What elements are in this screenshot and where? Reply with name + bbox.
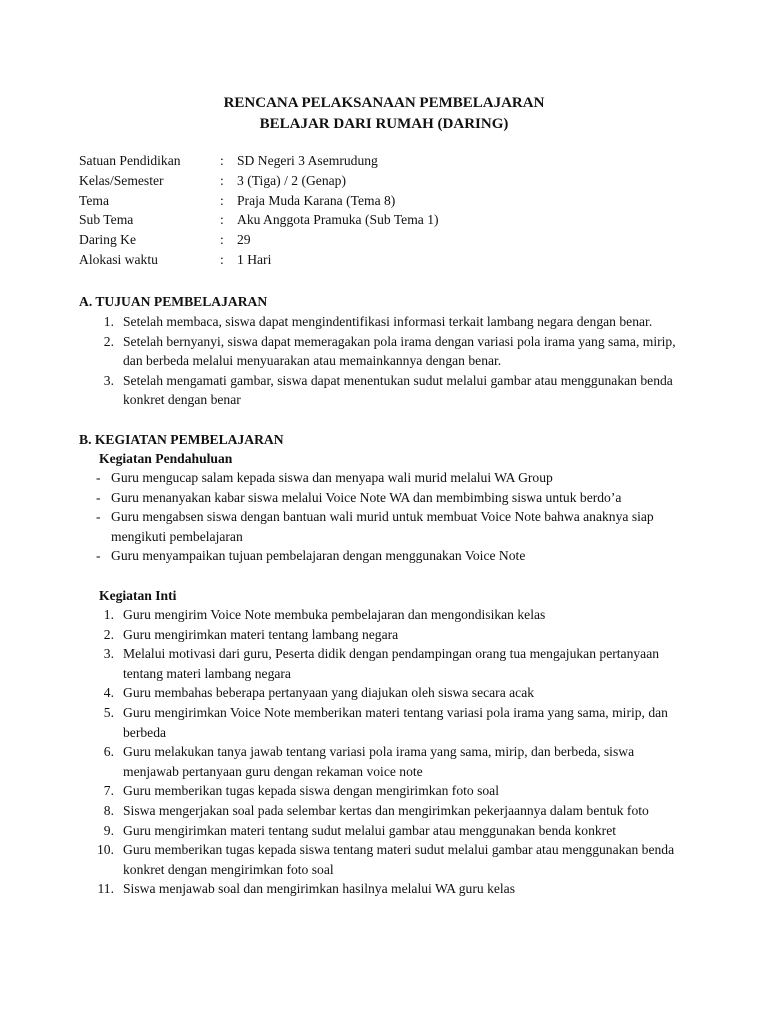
identity-label: Kelas/Semester	[79, 172, 164, 188]
item-text: Guru melakukan tanya jawab tentang variasi pola irama yang sama, mirip, dan berbeda, siswa menjawab pertanyaan guru dengan rekaman voice note	[123, 744, 635, 779]
identity-label: Daring Ke	[79, 232, 136, 248]
item-number: 3.	[103, 372, 114, 388]
identity-value: Aku Anggota Pramuka (Sub Tema 1)	[237, 212, 439, 228]
identity-row	[79, 191, 699, 211]
identity-row	[79, 230, 699, 250]
item-bullet: -	[96, 489, 101, 505]
item-text: Setelah membaca, siswa dapat mengindentifikasi informasi terkait lambang negara dengan benar.	[123, 314, 653, 329]
identity-value: 1 Hari	[237, 251, 272, 267]
item-text: Guru memberikan tugas kepada siswa tentang materi sudut melalui gambar atau menggunakan benda konkret dengan mengirimkan foto soal	[123, 842, 675, 877]
item-bullet: -	[96, 548, 101, 564]
identity-row	[79, 151, 699, 171]
identity-colon: :	[220, 153, 224, 168]
item-text: Guru mengirimkan Voice Note memberikan materi tentang variasi pola irama yang sama, mirip, dan berbeda	[123, 704, 668, 740]
item-text: Guru memberikan tugas kepada siswa dengan mengirimkan foto soal	[123, 783, 499, 799]
identity-value: SD Negeri 3 Asemrudung	[237, 153, 378, 168]
item-bullet: -	[96, 509, 101, 525]
list-item	[88, 840, 678, 879]
item-text: Guru mengirimkan materi tentang lambang negara	[123, 626, 399, 642]
identity-label: Alokasi waktu	[79, 251, 158, 267]
item-text: Guru menanyakan kabar siswa melalui Voice Note WA dan membimbing siswa untuk berdo’a	[111, 489, 622, 505]
subheading-inti: Kegiatan Inti	[99, 588, 177, 603]
item-number: 7.	[103, 783, 114, 799]
item-number: 11.	[97, 881, 114, 897]
identity-colon: :	[220, 172, 224, 188]
list-item	[96, 488, 676, 508]
item-number: 1.	[103, 607, 114, 622]
item-text: Guru mengabsen siswa dengan bantuan wali murid untuk membuat Voice Note bahwa anaknya siap mengikuti pembelajaran	[111, 509, 654, 544]
identity-colon: :	[220, 251, 224, 267]
identity-row	[79, 171, 699, 191]
item-text: Siswa mengerjakan soal pada selembar kertas dan mengirimkan pekerjaannya dalam bentuk foto	[123, 802, 649, 818]
item-number: 5.	[103, 704, 114, 720]
identity-colon: :	[220, 192, 224, 208]
document-subtitle: BELAJAR DARI RUMAH (DARING)	[259, 116, 509, 132]
identity-colon: :	[220, 232, 224, 248]
list-item	[96, 546, 676, 566]
pendahuluan-list	[96, 468, 676, 566]
identity-colon: :	[220, 212, 224, 228]
list-item	[88, 644, 678, 683]
list-item	[88, 625, 678, 645]
list-item	[96, 468, 676, 488]
item-text: Guru mengirimkan materi tentang sudut melalui gambar atau menggunakan benda konkret	[123, 822, 616, 838]
section-heading-tujuan: A. TUJUAN PEMBELAJARAN	[79, 294, 268, 309]
list-item	[88, 703, 678, 742]
subheading-pendahuluan: Kegiatan Pendahuluan	[99, 451, 233, 466]
identity-row	[79, 250, 699, 270]
tujuan-list	[88, 312, 678, 410]
identity-label: Satuan Pendidikan	[79, 153, 181, 168]
list-item	[88, 879, 678, 899]
item-number: 8.	[103, 802, 114, 818]
identity-value: Praja Muda Karana (Tema 8)	[237, 192, 396, 208]
document-title: RENCANA PELAKSANAAN PEMBELAJARAN	[223, 95, 545, 111]
item-text: Guru menyampaikan tujuan pembelajaran dengan menggunakan Voice Note	[111, 548, 526, 564]
identity-label: Tema	[79, 192, 109, 208]
item-number: 1.	[103, 314, 114, 329]
list-item	[88, 801, 678, 821]
item-text: Guru mengirim Voice Note membuka pembelajaran dan mengondisikan kelas	[123, 607, 546, 622]
list-item	[88, 332, 678, 371]
item-number: 10.	[97, 842, 114, 858]
item-number: 9.	[103, 822, 114, 838]
item-text: Siswa menjawab soal dan mengirimkan hasilnya melalui WA guru kelas	[123, 881, 515, 897]
item-number: 2.	[103, 333, 114, 349]
list-item	[88, 781, 678, 801]
item-text: Setelah bernyanyi, siswa dapat memeragakan pola irama dengan variasi pola irama yang sama, mirip, dan berbeda melalui menyuarakan atau memainkannya dengan benar.	[123, 333, 676, 369]
list-item	[88, 742, 678, 781]
item-number: 4.	[103, 685, 114, 701]
identity-table	[79, 151, 699, 270]
item-text: Guru mengucap salam kepada siswa dan menyapa wali murid melalui WA Group	[111, 470, 553, 485]
list-item	[88, 371, 678, 410]
item-number: 2.	[103, 626, 114, 642]
item-bullet: -	[96, 470, 101, 485]
section-heading-kegiatan: B. KEGIATAN PEMBELAJARAN	[79, 432, 284, 447]
item-number: 3.	[103, 646, 114, 662]
inti-list	[88, 605, 678, 899]
identity-value: 3 (Tiga) / 2 (Genap)	[237, 172, 346, 188]
identity-value: 29	[237, 232, 251, 248]
list-item	[96, 507, 676, 546]
list-item	[88, 821, 678, 841]
item-number: 6.	[103, 744, 114, 760]
list-item	[88, 683, 678, 703]
identity-label: Sub Tema	[79, 212, 134, 228]
item-text: Guru membahas beberapa pertanyaan yang diajukan oleh siswa secara acak	[123, 685, 535, 701]
item-text: Setelah mengamati gambar, siswa dapat menentukan sudut melalui gambar atau menggunakan benda konkret dengan benar	[123, 372, 673, 408]
identity-row	[79, 210, 699, 230]
list-item	[88, 605, 678, 625]
item-text: Melalui motivasi dari guru, Peserta didik dengan pendampingan orang tua mengajukan pertanyaan tentang materi lambang negara	[123, 646, 660, 681]
list-item	[88, 312, 678, 332]
